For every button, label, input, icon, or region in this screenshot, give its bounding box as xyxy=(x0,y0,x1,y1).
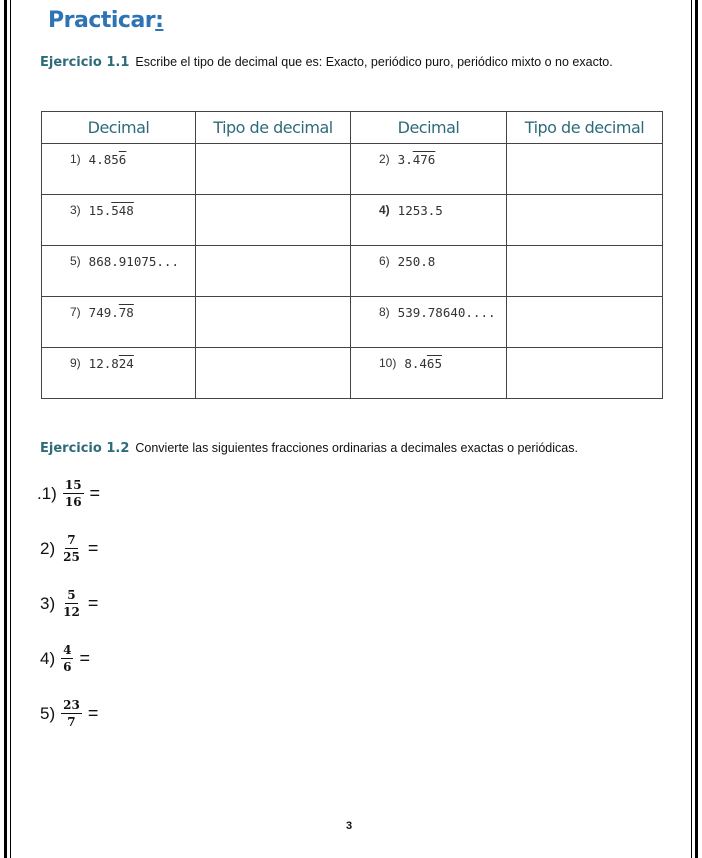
equals-sign: = xyxy=(79,648,90,668)
decimal-value: 4.85 xyxy=(88,151,119,167)
answer-cell[interactable] xyxy=(196,246,351,297)
header-tipo-de-decimal: Tipo de decimal xyxy=(196,112,351,144)
header-decimal: Decimal xyxy=(351,112,507,144)
decimal-cell xyxy=(42,195,196,246)
page-border-right-inner xyxy=(691,0,692,858)
page-title-colon: : xyxy=(155,8,164,33)
exercise-2-instruction: Convierte las siguientes fracciones ordinarias a decimales exactas o periódicas. xyxy=(135,441,578,455)
decimal-cell xyxy=(351,348,507,399)
decimal-value: 1253.5 xyxy=(397,202,443,218)
fraction-denominator: 12 xyxy=(63,605,80,619)
header-decimal: Decimal xyxy=(42,112,196,144)
item-number: 4) xyxy=(379,203,390,217)
table-row xyxy=(42,195,663,246)
decimal-value: 868.91075... xyxy=(88,253,179,269)
fraction-item xyxy=(40,698,98,729)
page-number: 3 xyxy=(346,820,353,832)
item-number: 2) xyxy=(379,152,390,166)
decimal-value: 8.4 xyxy=(404,355,427,371)
exercise-2-header xyxy=(40,439,665,458)
decimal-cell xyxy=(351,144,507,195)
decimal-value: 12.8 xyxy=(88,355,119,371)
repeating-digits: 6 xyxy=(118,151,127,167)
fraction-denominator: 6 xyxy=(63,660,72,674)
fraction-item xyxy=(40,643,90,674)
table-row xyxy=(42,348,663,399)
fraction-index: .1) xyxy=(37,483,57,503)
table-row xyxy=(42,246,663,297)
repeating-digits: 24 xyxy=(118,355,134,371)
decimal-value: 3. xyxy=(397,151,413,167)
fraction-numerator: 23 xyxy=(63,698,80,712)
answer-cell[interactable] xyxy=(507,144,663,195)
answer-cell[interactable] xyxy=(507,297,663,348)
table-header-row xyxy=(42,112,663,144)
item-number: 3) xyxy=(70,203,81,217)
fraction xyxy=(61,588,82,619)
repeating-digits: 65 xyxy=(426,355,442,371)
fraction-item xyxy=(40,588,98,619)
decimal-table xyxy=(41,111,663,399)
item-number: 1) xyxy=(70,152,81,166)
table-row xyxy=(42,144,663,195)
decimal-cell xyxy=(351,297,507,348)
answer-cell[interactable] xyxy=(507,195,663,246)
decimal-cell xyxy=(42,144,196,195)
fraction xyxy=(61,698,82,729)
decimal-cell xyxy=(351,246,507,297)
equals-sign: = xyxy=(89,483,101,503)
exercise-1-instruction: Escribe el tipo de decimal que es: Exacto, periódico puro, periódico mixto o no exacto. xyxy=(135,55,613,69)
answer-cell[interactable] xyxy=(196,144,351,195)
exercise-2-label: Ejercicio 1.2 xyxy=(40,441,130,456)
fraction-numerator: 15 xyxy=(64,478,82,492)
exercise-1-header xyxy=(40,53,665,72)
fraction xyxy=(61,643,73,674)
item-number: 8) xyxy=(379,305,390,319)
item-number: 10) xyxy=(379,356,397,370)
page-border-left-inner xyxy=(10,0,11,858)
decimal-value: 15. xyxy=(88,202,112,218)
fraction-index: 2) xyxy=(40,538,56,558)
answer-cell[interactable] xyxy=(196,348,351,399)
fraction-denominator: 7 xyxy=(67,715,76,729)
repeating-digits: 476 xyxy=(412,151,436,167)
fraction-index: 4) xyxy=(40,648,56,668)
fraction xyxy=(63,478,84,509)
fraction-index: 3) xyxy=(40,593,56,613)
decimal-cell xyxy=(351,195,507,246)
header-tipo-de-decimal: Tipo de decimal xyxy=(507,112,663,144)
exercise-1-label: Ejercicio 1.1 xyxy=(40,55,130,70)
fraction-numerator: 7 xyxy=(67,533,76,547)
decimal-value: 749. xyxy=(88,304,119,320)
decimal-value: 539.78640.... xyxy=(397,304,496,320)
fraction xyxy=(61,533,82,564)
page-border-right xyxy=(695,0,698,858)
equals-sign: = xyxy=(87,593,99,613)
item-number: 5) xyxy=(70,254,81,268)
answer-cell[interactable] xyxy=(507,246,663,297)
fraction-numerator: 5 xyxy=(67,588,76,602)
decimal-value: 250.8 xyxy=(397,253,436,269)
equals-sign: = xyxy=(87,703,99,723)
decimal-cell xyxy=(42,348,196,399)
item-number: 7) xyxy=(70,305,81,319)
answer-cell[interactable] xyxy=(196,195,351,246)
table-row xyxy=(42,297,663,348)
fraction-index: 5) xyxy=(40,703,56,723)
fraction-item xyxy=(37,478,100,509)
answer-cell[interactable] xyxy=(196,297,351,348)
decimal-cell xyxy=(42,297,196,348)
page-title-text: Practicar xyxy=(48,8,156,33)
answer-cell[interactable] xyxy=(507,348,663,399)
page-border-left xyxy=(4,0,7,858)
fraction-denominator: 25 xyxy=(63,550,80,564)
item-number: 9) xyxy=(70,356,81,370)
page-title xyxy=(48,8,163,33)
fraction-denominator: 16 xyxy=(64,495,82,509)
repeating-digits: 548 xyxy=(111,202,134,218)
fraction-item xyxy=(40,533,98,564)
repeating-digits: 78 xyxy=(118,304,134,320)
fraction-numerator: 4 xyxy=(63,643,72,657)
decimal-cell xyxy=(42,246,196,297)
item-number: 6) xyxy=(379,254,390,268)
equals-sign: = xyxy=(87,538,99,558)
